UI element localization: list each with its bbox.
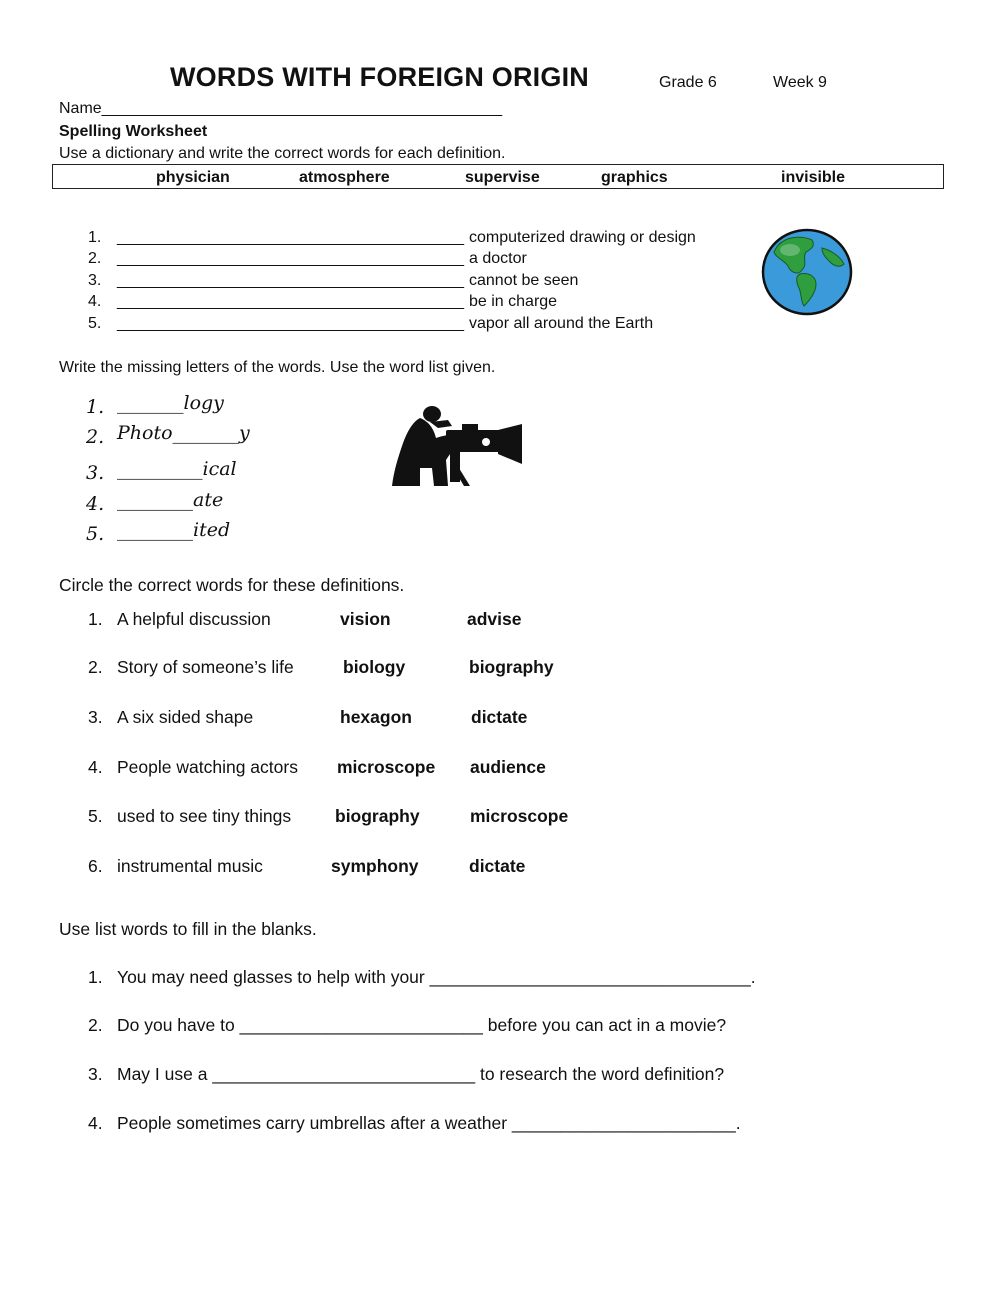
definition-text: be in charge (469, 293, 558, 310)
missing-letters-item[interactable]: ________ited (117, 519, 231, 541)
answer-blank[interactable]: _______________________________________ (117, 250, 465, 267)
missing-letters-item[interactable]: _______logy (117, 392, 224, 414)
choice-b[interactable]: microscope (470, 806, 569, 826)
definition-text: Story of someone’s life (117, 657, 294, 677)
list-item-number: 2. (86, 426, 105, 448)
choice-a[interactable]: vision (340, 609, 391, 629)
section3-instructions: Circle the correct words for these definitions. (59, 575, 405, 595)
list-item-number: 6. (88, 856, 103, 876)
list-item-number: 1. (86, 396, 105, 418)
word-bank-item: physician (156, 169, 230, 186)
list-item-number: 2. (88, 250, 102, 267)
definition-text: vapor all around the Earth (469, 315, 654, 332)
grade-label: Grade 6 (659, 74, 717, 91)
choice-b[interactable]: audience (470, 757, 546, 777)
definition-text: People watching actors (117, 757, 298, 777)
choice-b[interactable]: biography (469, 657, 554, 677)
globe-icon (760, 228, 854, 316)
section4-instructions: Use list words to fill in the blanks. (59, 919, 317, 939)
list-item-number: 3. (88, 272, 102, 289)
list-item-number: 3. (88, 1064, 103, 1084)
missing-letters-item[interactable]: Photo_______y (117, 422, 250, 444)
definition-text: used to see tiny things (117, 806, 292, 826)
choice-b[interactable]: dictate (471, 707, 528, 727)
word-bank-item: graphics (601, 169, 668, 186)
list-item-number: 4. (88, 293, 102, 310)
choice-b[interactable]: dictate (469, 856, 526, 876)
list-item-number: 4. (88, 757, 103, 777)
missing-letters-item[interactable]: _________ical (117, 458, 237, 480)
page-title: WORDS WITH FOREIGN ORIGIN (170, 62, 589, 92)
fill-in-sentence[interactable]: People sometimes carry umbrellas after a weather _______________________. (117, 1113, 741, 1133)
word-bank-item: invisible (781, 169, 846, 186)
list-item-number: 1. (88, 967, 103, 987)
week-label: Week 9 (773, 74, 827, 91)
section2-instructions: Write the missing letters of the words. Use the word list given. (59, 359, 496, 376)
list-item-number: 3. (86, 462, 105, 484)
list-item-number: 5. (88, 806, 103, 826)
list-item-number: 2. (88, 1015, 103, 1035)
fill-in-sentence[interactable]: Do you have to _________________________ before you can act in a movie? (117, 1015, 727, 1035)
list-item-number: 3. (88, 707, 103, 727)
choice-a[interactable]: microscope (337, 757, 436, 777)
choice-a[interactable]: biology (343, 657, 406, 677)
cameraman-silhouette-icon (390, 404, 524, 488)
definition-text: cannot be seen (469, 272, 579, 289)
definition-text: a doctor (469, 250, 527, 267)
choice-a[interactable]: symphony (331, 856, 419, 876)
answer-blank[interactable]: _______________________________________ (117, 272, 465, 289)
worksheet-label: Spelling Worksheet (59, 123, 208, 140)
definition-text: computerized drawing or design (469, 229, 696, 246)
instructions: Use a dictionary and write the correct words for each definition. (59, 145, 506, 162)
word-bank-item: supervise (465, 169, 540, 186)
fill-in-sentence[interactable]: You may need glasses to help with your _________________________________. (117, 967, 756, 987)
choice-a[interactable]: biography (335, 806, 420, 826)
list-item-number: 4. (88, 1113, 103, 1133)
list-item-number: 1. (88, 229, 102, 246)
list-item-number: 2. (88, 657, 103, 677)
answer-blank[interactable]: _______________________________________ (117, 293, 465, 310)
definition-text: instrumental music (117, 856, 263, 876)
answer-blank[interactable]: _______________________________________ (117, 229, 465, 246)
definition-text: A helpful discussion (117, 609, 271, 629)
missing-letters-item[interactable]: ________ate (117, 489, 224, 511)
choice-b[interactable]: advise (467, 609, 522, 629)
answer-blank[interactable]: _______________________________________ (117, 315, 465, 332)
fill-in-sentence[interactable]: May I use a ___________________________ to research the word definition? (117, 1064, 725, 1084)
list-item-number: 5. (86, 523, 105, 545)
choice-a[interactable]: hexagon (340, 707, 412, 727)
name-line[interactable]: Name_____________________________________________ (59, 100, 503, 117)
list-item-number: 1. (88, 609, 103, 629)
list-item-number: 5. (88, 315, 102, 332)
definition-text: A six sided shape (117, 707, 254, 727)
word-bank-item: atmosphere (299, 169, 390, 186)
list-item-number: 4. (86, 493, 105, 515)
